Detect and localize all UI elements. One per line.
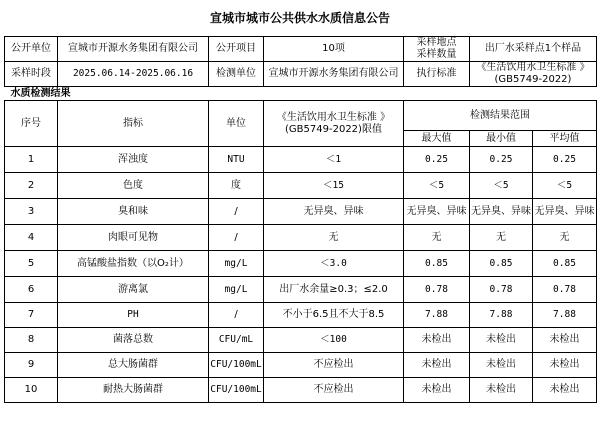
- row-avg: 0.25: [533, 147, 597, 173]
- publisher-label: 公开单位: [5, 37, 58, 62]
- row-min: 未检出: [470, 328, 533, 353]
- standard-label: 执行标准: [404, 62, 470, 87]
- row-unit: /: [209, 225, 264, 251]
- row-unit: CFU/100mL: [209, 378, 264, 403]
- header-indicator: 指标: [58, 101, 209, 147]
- standard-value: 《生活饮用水卫生标准 》(GB5749-2022): [470, 62, 597, 87]
- period-label: 采样时段: [5, 62, 58, 87]
- row-index: 6: [5, 277, 58, 303]
- row-avg: 无: [533, 225, 597, 251]
- row-unit: NTU: [209, 147, 264, 173]
- row-indicator: 总大肠菌群: [58, 353, 209, 378]
- row-index: 8: [5, 328, 58, 353]
- row-index: 4: [5, 225, 58, 251]
- row-unit: CFU/100mL: [209, 353, 264, 378]
- table-row: [5, 173, 597, 199]
- row-min: 无: [470, 225, 533, 251]
- row-index: 10: [5, 378, 58, 403]
- row-unit: /: [209, 199, 264, 225]
- row-avg: 0.85: [533, 251, 597, 277]
- header-unit: 单位: [209, 101, 264, 147]
- row-unit: 度: [209, 173, 264, 199]
- row-index: 9: [5, 353, 58, 378]
- row-limit: 无: [264, 225, 404, 251]
- row-avg: 无异臭、异味: [533, 199, 597, 225]
- sampling-site-value: 出厂水采样点1个样品: [470, 37, 597, 62]
- row-index: 3: [5, 199, 58, 225]
- table-row: [5, 328, 597, 353]
- row-max: 未检出: [404, 353, 470, 378]
- page-title: 宣城市城市公共供水水质信息公告: [209, 11, 390, 25]
- row-avg: 7.88: [533, 303, 597, 328]
- header-row: [5, 101, 597, 131]
- row-min: 0.85: [470, 251, 533, 277]
- sampling-site-label: 采样地点 采样数量: [404, 37, 470, 62]
- row-indicator: 肉眼可见物: [58, 225, 209, 251]
- row-limit: 不应检出: [264, 353, 404, 378]
- header-min: 最小值: [470, 131, 533, 147]
- row-avg: 未检出: [533, 328, 597, 353]
- row-min: 未检出: [470, 378, 533, 403]
- table-row: [5, 277, 597, 303]
- water-quality-table: [4, 36, 597, 403]
- row-limit: ＜100: [264, 328, 404, 353]
- header-range: 检测结果范围: [404, 101, 597, 131]
- row-indicator: 菌落总数: [58, 328, 209, 353]
- row-indicator: 臭和味: [58, 199, 209, 225]
- row-max: 无异臭、异味: [404, 199, 470, 225]
- row-indicator: 色度: [58, 173, 209, 199]
- row-indicator: 高锰酸盐指数（以O₂计）: [58, 251, 209, 277]
- row-limit: 无异臭、异味: [264, 199, 404, 225]
- table-row: [5, 303, 597, 328]
- row-max: ＜5: [404, 173, 470, 199]
- header-avg: 平均值: [533, 131, 597, 147]
- row-max: 无: [404, 225, 470, 251]
- info-row-period: [5, 62, 597, 87]
- row-limit: ＜3.0: [264, 251, 404, 277]
- row-max: 未检出: [404, 378, 470, 403]
- period-value: 2025.06.14-2025.06.16: [58, 62, 209, 87]
- info-row-publisher: [5, 37, 597, 62]
- row-limit: 不应检出: [264, 378, 404, 403]
- row-index: 1: [5, 147, 58, 173]
- row-min: 未检出: [470, 353, 533, 378]
- row-unit: /: [209, 303, 264, 328]
- project-value: 10项: [264, 37, 404, 62]
- row-min: 0.25: [470, 147, 533, 173]
- row-limit: ＜15: [264, 173, 404, 199]
- table-row: [5, 147, 597, 173]
- lab-label: 检测单位: [209, 62, 264, 87]
- row-max: 0.78: [404, 277, 470, 303]
- table-row: [5, 378, 597, 403]
- row-unit: mg/L: [209, 277, 264, 303]
- row-max: 0.85: [404, 251, 470, 277]
- row-max: 7.88: [404, 303, 470, 328]
- header-index: 序号: [5, 101, 58, 147]
- row-min: ＜5: [470, 173, 533, 199]
- row-indicator: 游离氯: [58, 277, 209, 303]
- row-index: 2: [5, 173, 58, 199]
- row-avg: 0.78: [533, 277, 597, 303]
- table-row: [5, 251, 597, 277]
- row-indicator: PH: [58, 303, 209, 328]
- row-max: 0.25: [404, 147, 470, 173]
- row-indicator: 浑浊度: [58, 147, 209, 173]
- row-unit: CFU/mL: [209, 328, 264, 353]
- row-index: 5: [5, 251, 58, 277]
- row-min: 无异臭、异味: [470, 199, 533, 225]
- table-row: [5, 353, 597, 378]
- row-indicator: 耐热大肠菌群: [58, 378, 209, 403]
- row-unit: mg/L: [209, 251, 264, 277]
- row-min: 7.88: [470, 303, 533, 328]
- project-label: 公开项目: [209, 37, 264, 62]
- row-limit: 出厂水余量≥0.3；≤2.0: [264, 277, 404, 303]
- row-limit: 不小于6.5且不大于8.5: [264, 303, 404, 328]
- row-limit: ＜1: [264, 147, 404, 173]
- table-row: [5, 225, 597, 251]
- row-avg: 未检出: [533, 353, 597, 378]
- lab-value: 宣城市开源水务集团有限公司: [264, 62, 404, 87]
- row-avg: ＜5: [533, 173, 597, 199]
- section-title: 水质检测结果: [5, 87, 597, 101]
- section-row: [5, 87, 597, 101]
- header-max: 最大值: [404, 131, 470, 147]
- row-min: 0.78: [470, 277, 533, 303]
- row-max: 未检出: [404, 328, 470, 353]
- header-limit: 《生活饮用水卫生标准 》(GB5749-2022)限值: [264, 101, 404, 147]
- row-index: 7: [5, 303, 58, 328]
- table-row: [5, 199, 597, 225]
- publisher-value: 宣城市开源水务集团有限公司: [58, 37, 209, 62]
- row-avg: 未检出: [533, 378, 597, 403]
